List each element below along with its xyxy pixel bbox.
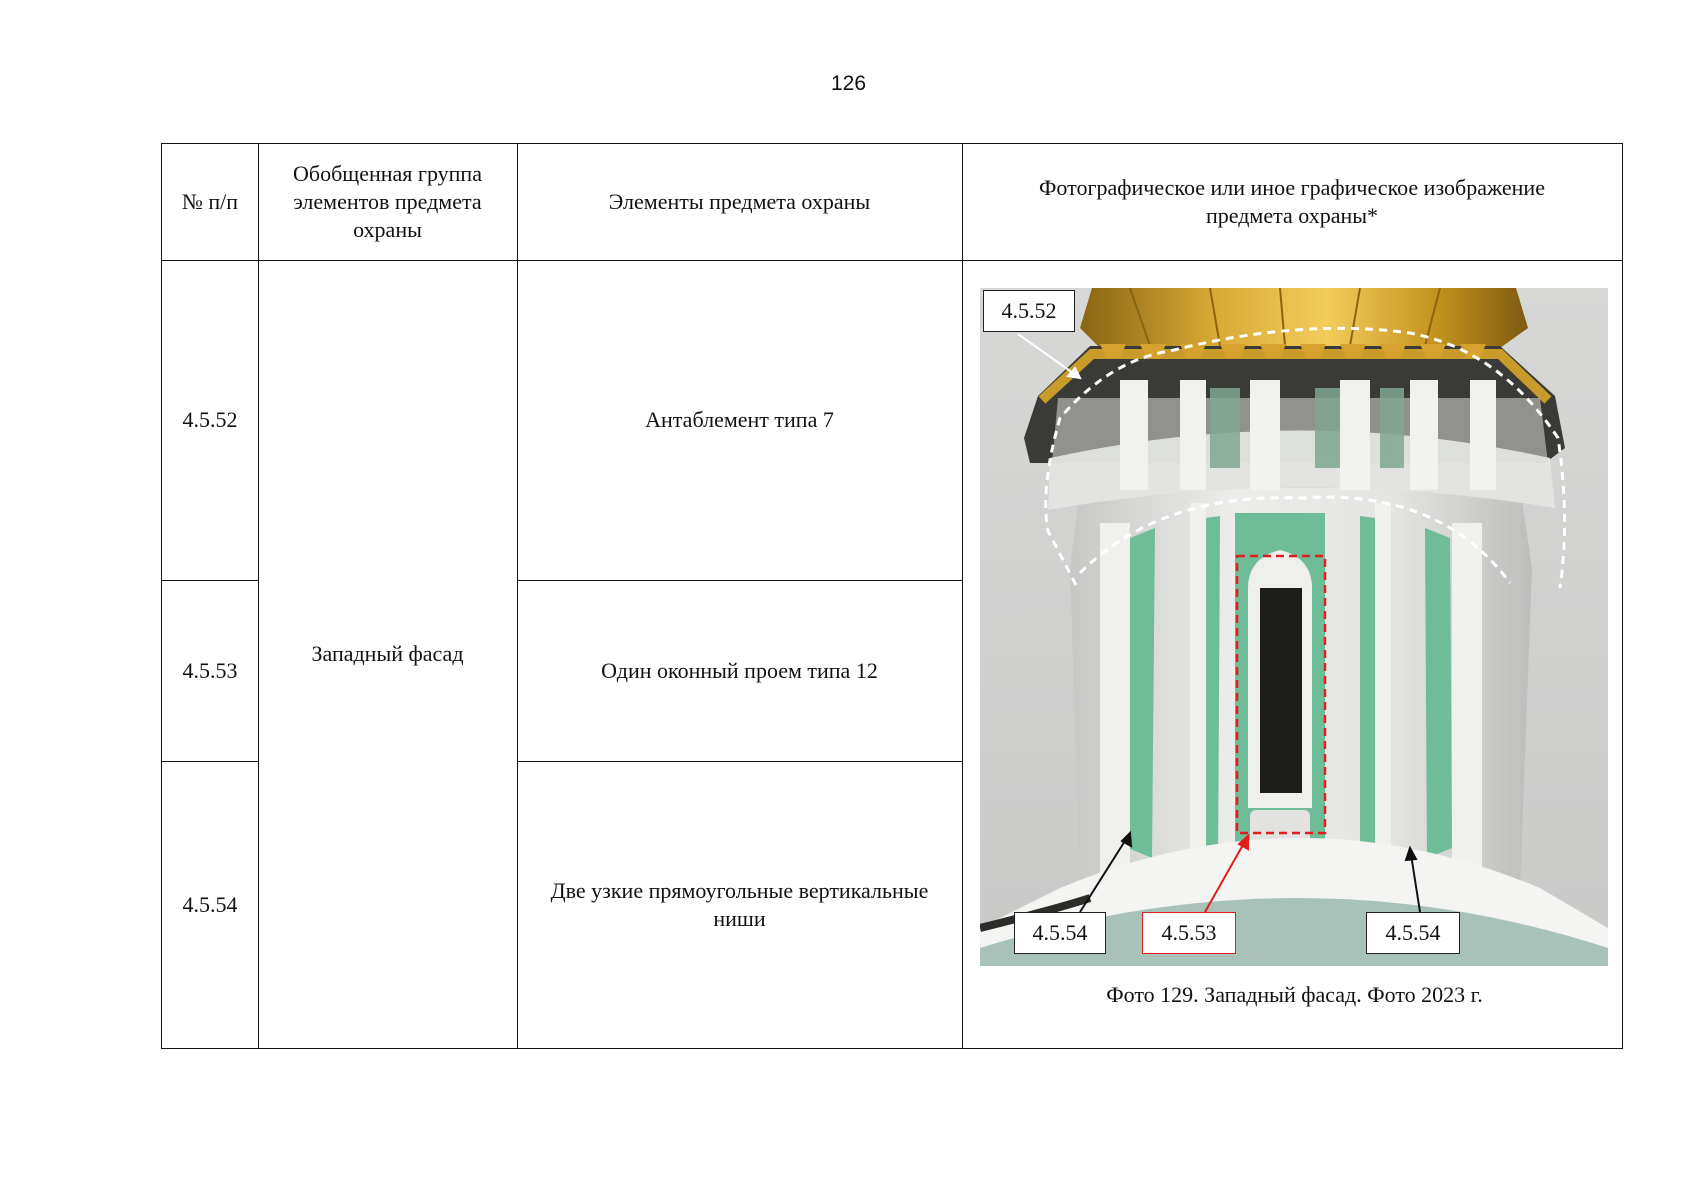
row-number: 4.5.53: [182, 657, 238, 683]
col-divider: [962, 144, 963, 1048]
element-cell: Антаблемент типа 7: [645, 407, 834, 432]
facade-photo: [980, 288, 1608, 966]
protected-elements-table: [161, 143, 1623, 1049]
row-number: 4.5.54: [182, 891, 238, 917]
callout-label: 4.5.54: [1366, 912, 1460, 954]
header-group: Обобщенная группа элементов предмета охраны: [293, 161, 482, 242]
row-number: 4.5.52: [182, 407, 238, 432]
callout-label: 4.5.53: [1142, 912, 1236, 954]
header-number: № п/п: [181, 189, 239, 214]
header-elements: Элементы предмета охраны: [608, 189, 871, 214]
callout-label: 4.5.52: [983, 290, 1075, 332]
page-number: 126: [830, 72, 867, 95]
group-cell: Западный фасад: [311, 641, 464, 666]
callout-label: 4.5.54: [1014, 912, 1106, 954]
element-cell: Две узкие прямоугольные вертикальные ниши: [550, 877, 929, 931]
element-cell: Один оконный проем типа 12: [601, 657, 878, 683]
photo-caption: Фото 129. Западный фасад. Фото 2023 г.: [1106, 982, 1483, 1007]
header-photo: Фотографическое или иное графическое изображение предмета охраны*: [1039, 175, 1545, 228]
